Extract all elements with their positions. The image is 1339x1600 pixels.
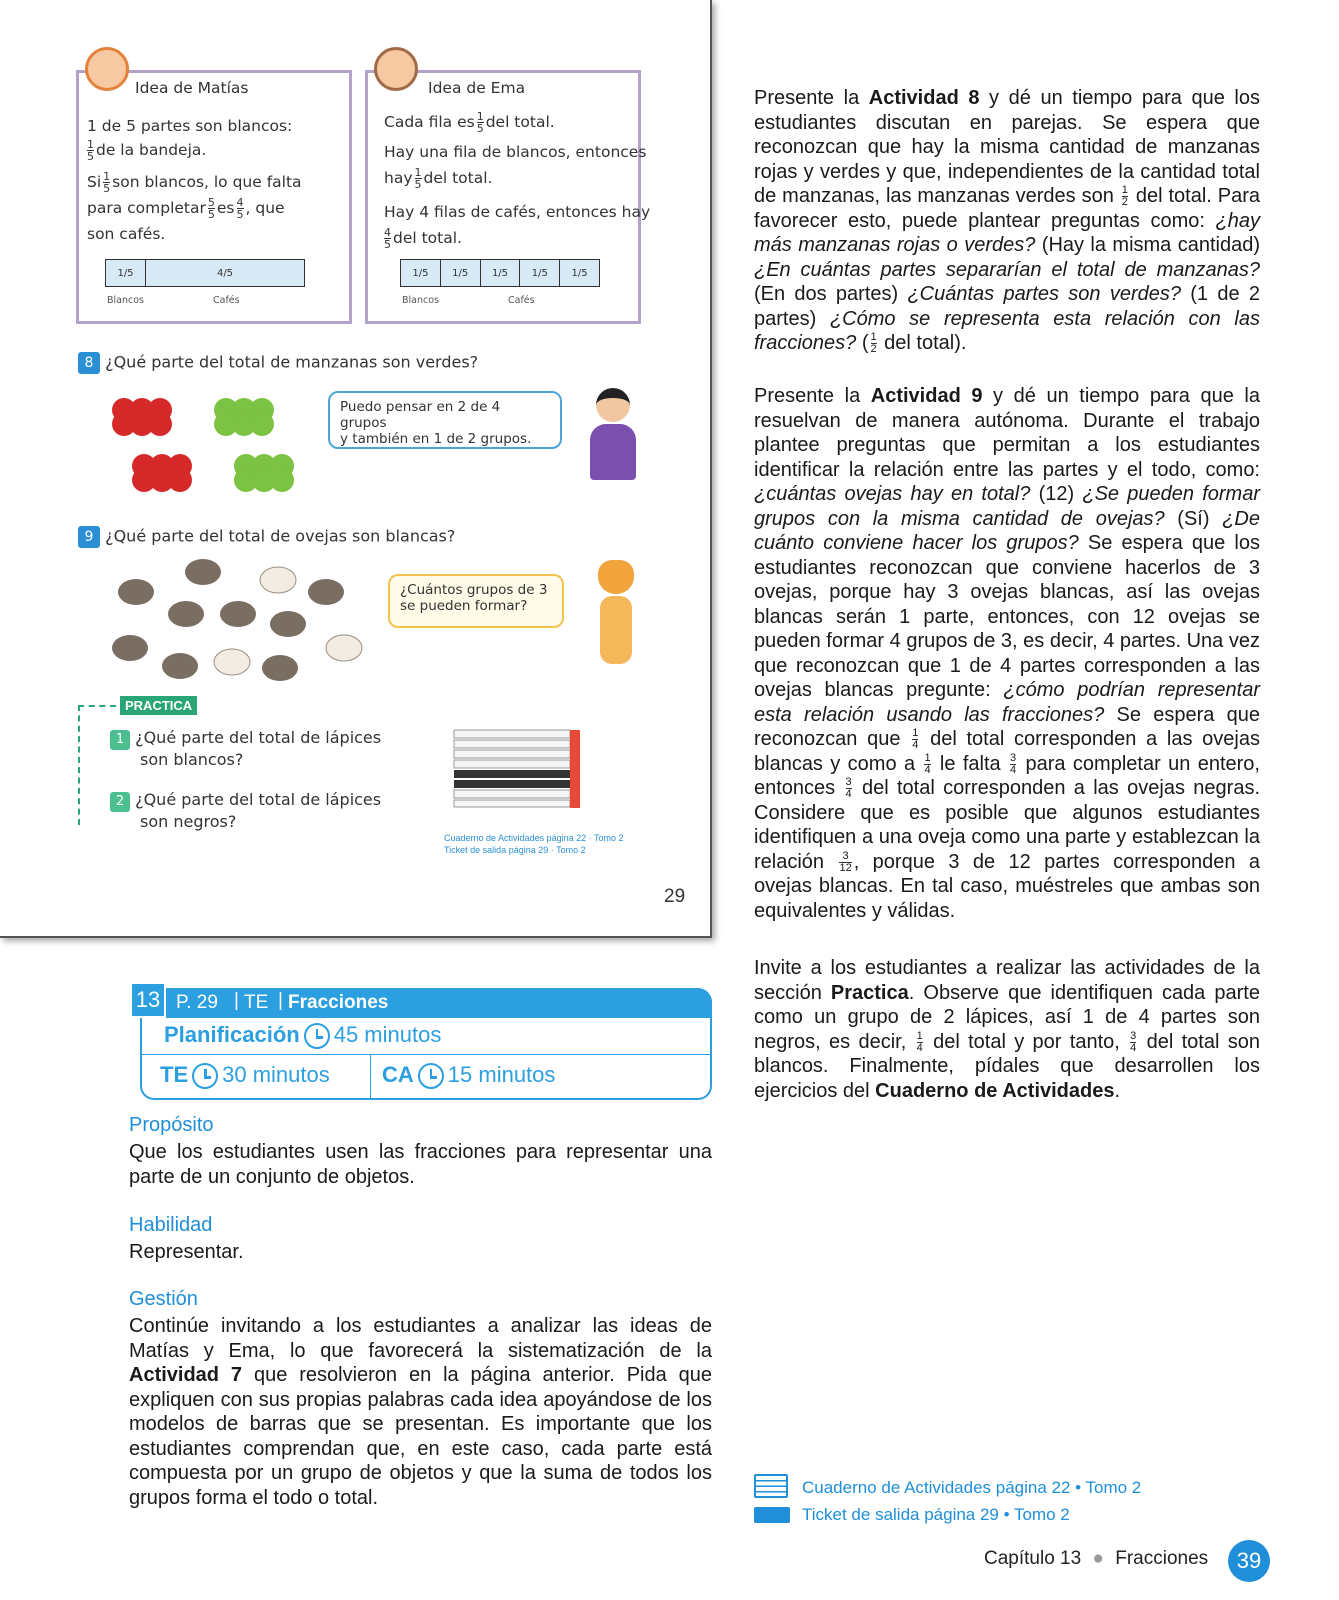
- bar-segment: 4/5: [216, 267, 234, 279]
- bar-segment: 1/5: [106, 260, 146, 286]
- ref-ticket: Ticket de salida página 29 • Tomo 2: [754, 1505, 1070, 1525]
- bar-label-cafes: Cafés: [213, 295, 240, 306]
- bar-label-blancos: Blancos: [107, 295, 144, 306]
- footer-chapter: Capítulo 13: [984, 1548, 1082, 1569]
- plan-ca: CA 15 minutos: [382, 1062, 555, 1089]
- ticket-icon: [754, 1507, 790, 1523]
- bar-label-cafes: Cafés: [508, 295, 535, 306]
- matias-avatar: [85, 47, 129, 91]
- habilidad-title: Habilidad: [129, 1214, 213, 1236]
- plan-te: TE 30 minutos: [160, 1062, 330, 1089]
- bar-segment: 1/5: [481, 260, 521, 286]
- activity-9-paragraph: Presente la Actividad 9 y dé un tiempo para que la resuelvan de manera autónoma. Durante el trabajo plantee preguntas que permitan a los estudiantes identificar la relación entre las partes y el todo, como: ¿cuántas ovejas hay en total? (12) ¿Se pueden formar grupos con la misma cantidad de ovejas? (Sí) ¿De cuánto conviene hacer los grupos? Se espera que los estudiantes reconozcan que conviene hacerlos de 3 ovejas, porque hay 3 ovejas blancas, así las ovejas blancas serán 1 parte, entonces, con 12 ovejas se pueden formar 4 grupos de 3, es decir, 4 partes. Una vez que reconozcan que 1 de 4 partes corresponden a las ovejas blancas pregunte: ¿cómo podrían representar esta relación usando las fracciones? Se espera que reconozcan que $\frac{1}{4}$ del total corresponden a las ovejas blancas y como a $\frac{1}{4}$ le falta $\frac{3}{4}$ para completar un entero, entonces $\frac{3}{4}$ del total corresponden a las ovejas negras. Considere que es posible que algunos estudiantes identifiquen a una oveja como una parte y establezcan la relación $\frac{3}{12}$ , porque 3 de 12 partes corresponden a ovejas blancas. En tal caso, muéstreles que ambas son equivalentes y válidas.: [754, 385, 1261, 922]
- activity-8-paragraph: Presente la Actividad 8 y dé un tiempo para que los estudiantes discutan en parejas. Se espera que reconozcan que hay la misma cantidad de manzanas rojas y verdes y que, independientes de la cantidad total de manzanas, las manzanas verdes son $\frac{1}{2}$ del total. Para favorecer esto, puede plantear preguntas como: ¿hay más manzanas rojas o verdes? (Hay la misma cantidad) ¿En cuántas partes separarían el total de manzanas? (En dos partes) ¿Cuántas partes son verdes? (1 de 2 partes) ¿Cómo se representa esta relación con las fracciones? ( $\frac{1}{2}$ del total).: [754, 87, 1260, 356]
- practica-paragraph: Invite a los estudiantes a realizar las actividades de la sección Practica. Observe que identifiquen cada parte como un grupo de 2 lápices, así 1 de 4 partes son negros, es decir, $\frac{1}{4}$ del total y por tanto, $\frac{3}{4}$ del total son blancos. Finalmente, pídales que desarrollen los ejercicios del Cuaderno de Actividades.: [754, 957, 1260, 1102]
- ema-bar-model: [400, 259, 600, 287]
- alarm-clock-icon: [304, 1023, 330, 1049]
- book-ref-ticket: Ticket de salida página 29 · Tomo 2: [444, 845, 586, 855]
- bar-segment: 1/5: [401, 260, 441, 286]
- chapter-badge: 13: [130, 982, 166, 1018]
- matias-line4: para completar $\frac{5}{5}$ es $\frac{4}{5}$ , que: [87, 196, 285, 221]
- bar-segment: 1/5: [520, 260, 560, 286]
- ema-line5: $\frac{4}{5}$ del total.: [384, 226, 462, 251]
- practica-2: 2 ¿Qué parte del total de lápices son negros?: [110, 790, 381, 832]
- pencils-illustration: [436, 728, 586, 808]
- plan-total: Planificación 45 minutos: [164, 1022, 441, 1049]
- proposito-text: Que los estudiantes usen las fracciones para representar una parte de un conjunto de objetos.: [129, 1141, 712, 1188]
- question-8: 8 ¿Qué parte del total de manzanas son verdes?: [78, 352, 478, 374]
- sheep-illustration: [108, 552, 368, 688]
- open-book-icon: [754, 1474, 788, 1498]
- ema-line2: Hay una fila de blancos, entonces: [384, 143, 647, 161]
- planning-body: [140, 1018, 712, 1100]
- planning-page: P. 29: [176, 992, 218, 1013]
- ema-line3: hay $\frac{1}{5}$ del total.: [384, 166, 493, 191]
- practica-1: 1 ¿Qué parte del total de lápices son blancos?: [110, 728, 381, 770]
- gestion-title: Gestión: [129, 1288, 198, 1310]
- q8-speech-bubble: Puedo pensar en 2 de 4 grupos y también en 1 de 2 grupos.: [328, 391, 562, 449]
- matias-line5: son cafés.: [87, 225, 166, 243]
- matias-bar-model: [105, 259, 305, 287]
- bar-segment: 1/5: [571, 267, 588, 279]
- practica-label: PRACTICA: [120, 696, 197, 715]
- matias-title: Idea de Matías: [135, 79, 249, 97]
- question-9: 9 ¿Qué parte del total de ovejas son blancas?: [78, 526, 455, 548]
- footer-topic: Fracciones: [1115, 1548, 1209, 1569]
- matias-line1: 1 de 5 partes son blancos:: [87, 117, 293, 135]
- bar-segment: 1/5: [441, 260, 481, 286]
- alarm-clock-icon: [192, 1063, 218, 1089]
- q9-speech-bubble: ¿Cuántos grupos de 3 se pueden formar?: [388, 574, 564, 628]
- book-page-number: 29: [664, 886, 686, 907]
- ema-line1: Cada fila es $\frac{1}{5}$ del total.: [384, 110, 555, 135]
- matias-line3: Si $\frac{1}{5}$ son blancos, lo que falta: [87, 170, 302, 195]
- ema-line4: Hay 4 filas de cafés, entonces hay: [384, 203, 651, 221]
- ema-title: Idea de Ema: [428, 79, 526, 97]
- boy-illustration: [586, 388, 640, 480]
- planning-header: 13 P. 29 | TE | Fracciones: [134, 988, 712, 1018]
- footer-dot: ●: [1092, 1548, 1104, 1569]
- student-book-page: [0, 0, 712, 938]
- ref-cuaderno: Cuaderno de Actividades página 22 • Tomo 2: [754, 1478, 1141, 1498]
- alarm-clock-icon: [418, 1063, 444, 1089]
- book-ref-cuaderno: Cuaderno de Actividades página 22 · Tomo 2: [444, 833, 624, 843]
- habilidad-text: Representar.: [129, 1241, 244, 1263]
- footer-page-number: 39: [1228, 1540, 1270, 1582]
- bar-label-blancos: Blancos: [402, 295, 439, 306]
- footer: [984, 1548, 1208, 1570]
- apples-illustration: [108, 386, 308, 496]
- fox-illustration: [592, 560, 640, 664]
- matias-line2: $\frac{1}{5}$ de la bandeja.: [87, 138, 207, 163]
- planning-topic: Fracciones: [288, 992, 389, 1013]
- ema-idea-box: [365, 70, 651, 324]
- planning-te: TE: [244, 992, 269, 1013]
- proposito-title: Propósito: [129, 1114, 214, 1136]
- gestion-text: Continúe invitando a los estudiantes a analizar las ideas de Matías y Ema, lo que favorecerá la sistematización de la Actividad 7 que resolvieron en la página anterior. Pida que expliquen con sus propias palabras cada idea apoyándose de los modelos de barras que se presentan. Es importante que los estudiantes comprendan que, en este caso, cada parte está compuesta por un grupo de objetos y que la suma de todos los grupos forma el todo o total.: [129, 1315, 712, 1509]
- matias-idea-box: [76, 70, 352, 324]
- book-refs: [424, 832, 623, 856]
- ema-avatar: [374, 47, 418, 91]
